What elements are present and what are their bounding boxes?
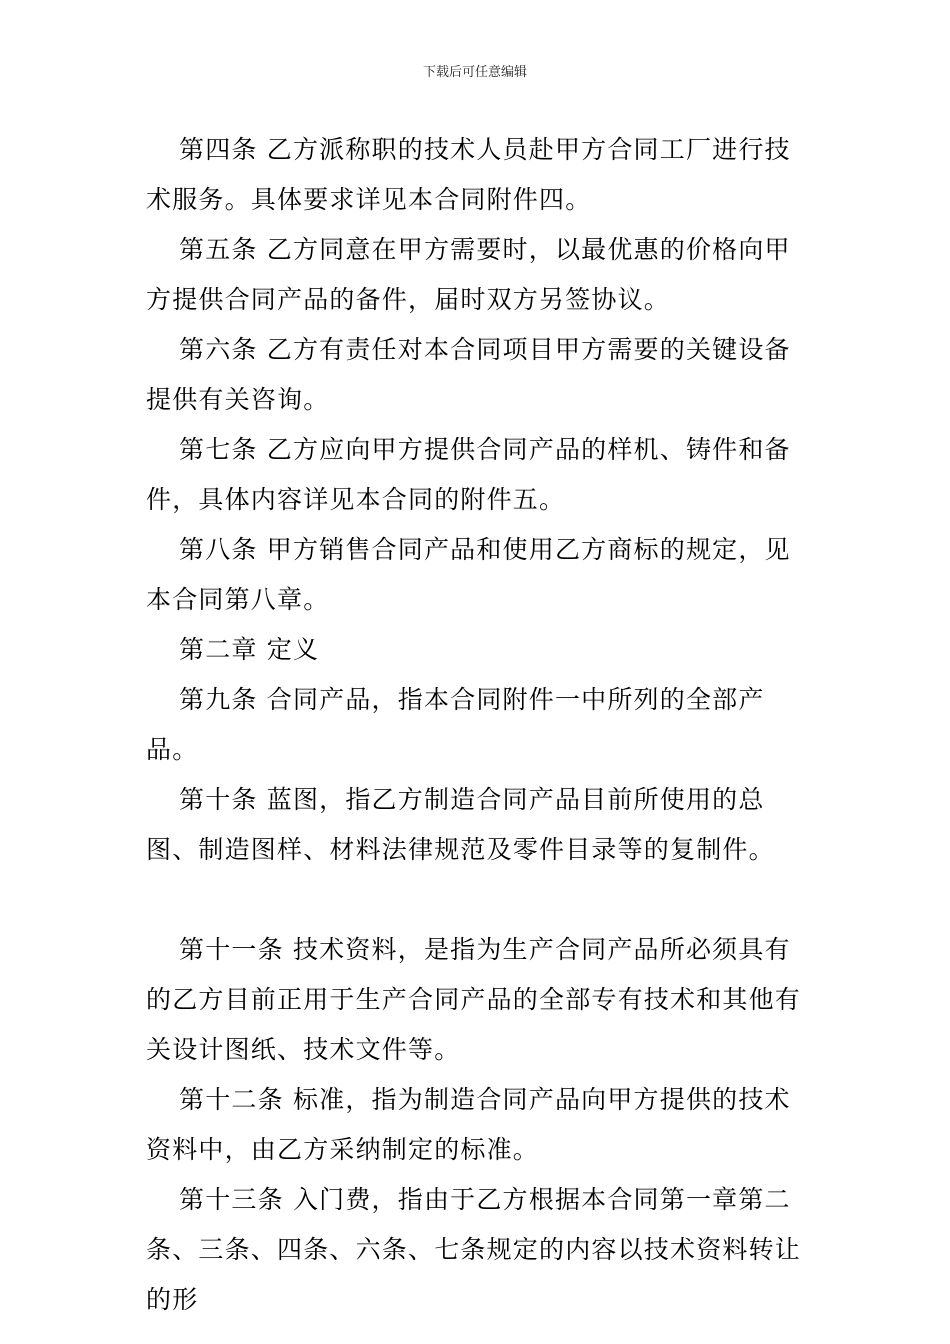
document-body [146, 125, 811, 1325]
article-10: 第十条 蓝图，指乙方制造合同产品目前所使用的总图、制造图样、材料法律规范及零件目录等的复制件。 [146, 785, 775, 864]
article-6: 第六条 乙方有责任对本合同项目甲方需要的关键设备提供有关咨询。 [146, 335, 791, 414]
article-7: 第七条 乙方应向甲方提供合同产品的样机、铸件和备件，具体内容详见本合同的附件五。 [146, 435, 791, 514]
article-12: 第十二条 标准，指为制造合同产品向甲方提供的技术资料中，由乙方采纳制定的标准。 [146, 1085, 791, 1164]
chapter-2-heading: 第二章 定义 [179, 635, 320, 664]
article-13: 第十三条 入门费，指由于乙方根据本合同第一章第二条、三条、四条、六条、七条规定的内容以技术资料转让的形 [146, 1185, 802, 1314]
article-11: 第十一条 技术资料，是指为生产合同产品所必须具有的乙方目前正用于生产合同产品的全部专有技术和其他有关设计图纸、技术文件等。 [146, 935, 802, 1064]
article-8: 第八条 甲方销售合同产品和使用乙方商标的规定，见本合同第八章。 [146, 535, 791, 614]
article-4: 第四条 乙方派称职的技术人员赴甲方合同工厂进行技术服务。具体要求详见本合同附件四。 [146, 135, 791, 214]
blank-line [146, 875, 811, 925]
page-header: 下载后可任意编辑 [422, 65, 527, 80]
article-9: 第九条 合同产品，指本合同附件一中所列的全部产品。 [146, 685, 765, 764]
article-5: 第五条 乙方同意在甲方需要时，以最优惠的价格向甲方提供合同产品的备件，届时双方另签协议。 [146, 235, 791, 314]
